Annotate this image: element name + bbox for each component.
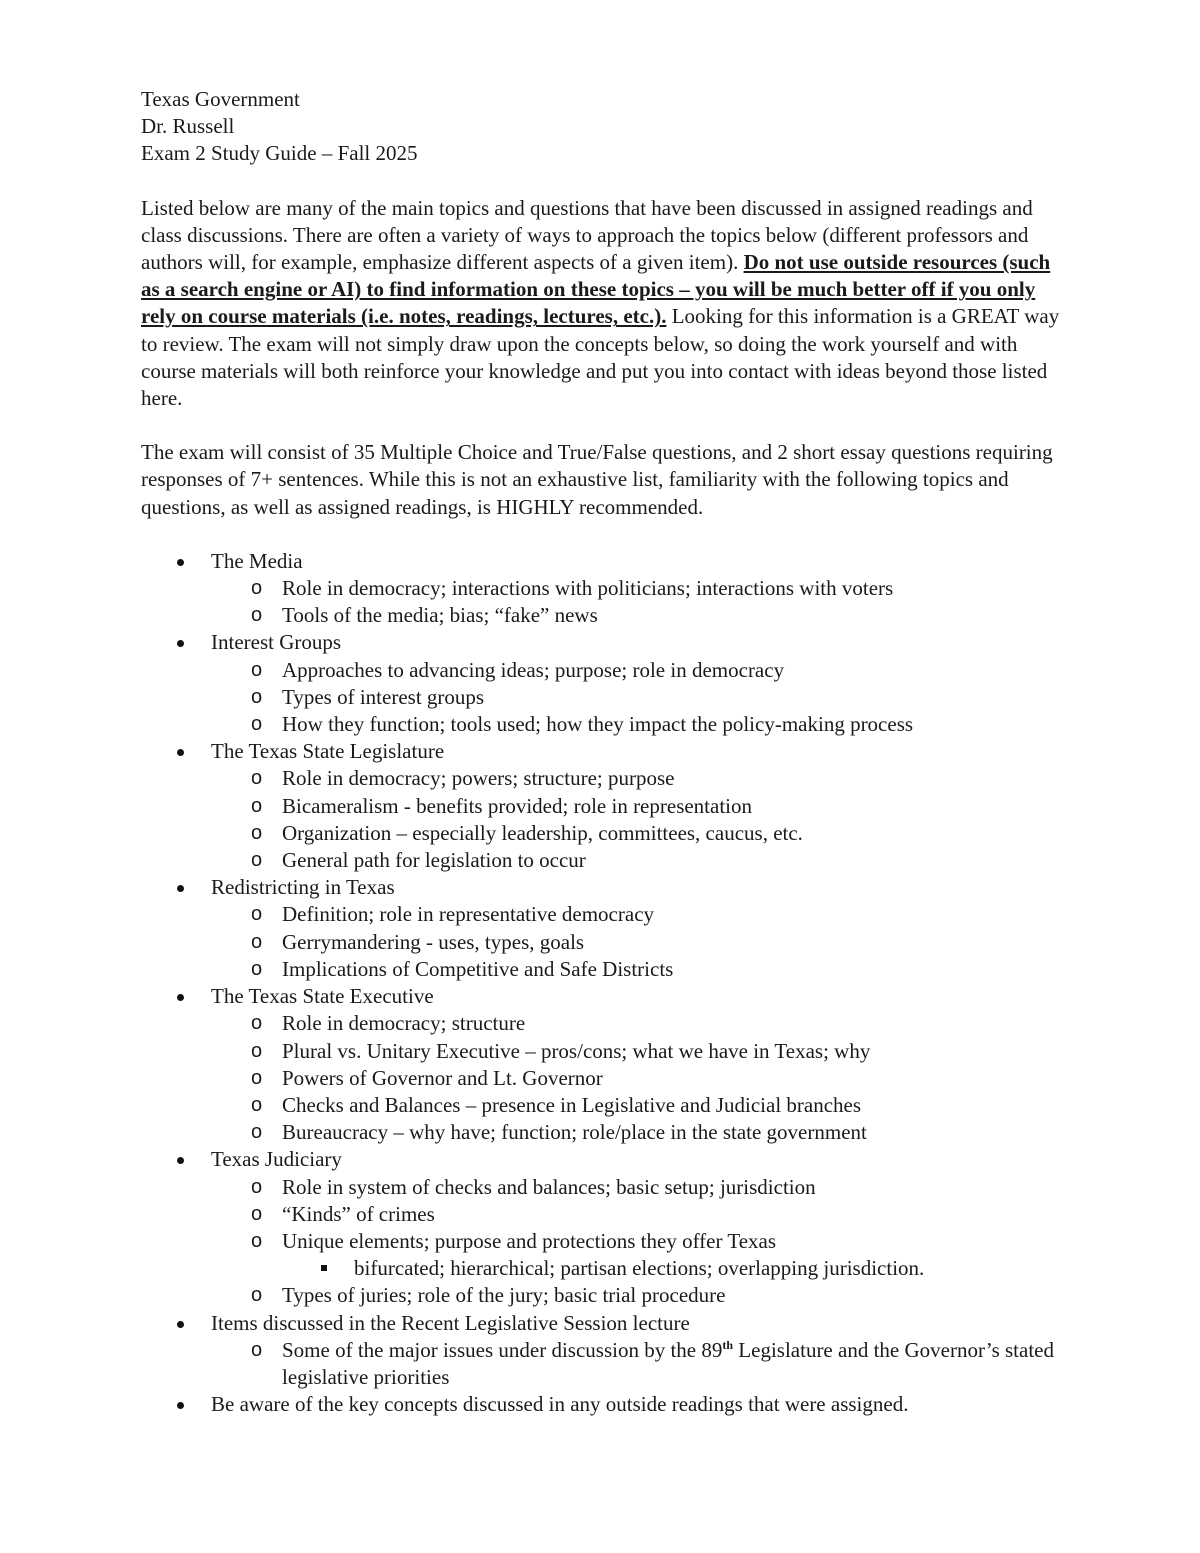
subtopic-list: [211, 901, 1071, 983]
subtopic-list: [211, 765, 1071, 874]
bullet-icon: [177, 749, 184, 756]
course-name: Texas Government: [141, 87, 300, 111]
circle-bullet-icon: o: [251, 767, 263, 790]
bullet-icon: [177, 885, 184, 892]
document-header: [141, 86, 1071, 168]
subtopic-item: [211, 711, 1071, 738]
subtopic-item: [211, 1201, 1071, 1228]
subtopic-item: [211, 1092, 1071, 1119]
bullet-icon: [177, 1157, 184, 1164]
subtopic-text: Powers of Governor and Lt. Governor: [282, 1065, 603, 1090]
topic-executive: [141, 983, 1071, 1146]
subtopic-item: [211, 847, 1071, 874]
subtopic-text: Some of the major issues under discussion by the 89: [282, 1337, 723, 1362]
document-content: [141, 86, 1071, 1418]
subtopic-item: [211, 765, 1071, 792]
subtopic-text: Role in democracy; interactions with politicians; interactions with voters: [282, 576, 894, 601]
topic-interest-groups: [141, 629, 1071, 738]
circle-bullet-icon: o: [251, 821, 263, 844]
subtopic-item: [211, 1010, 1071, 1037]
subtopic-text: Tools of the media; bias; “fake” news: [282, 603, 598, 628]
outside-resources-warning: Do not use outside resources (such as a search engine or AI) to find information on these topics – you will be much better off if you only rely on course materials (i.e. notes, readings, lectures, etc.).: [141, 250, 1051, 329]
subtopic-item: [211, 657, 1071, 684]
circle-bullet-icon: o: [251, 685, 263, 708]
circle-bullet-icon: o: [251, 713, 263, 736]
exam-info-paragraph: The exam will consist of 35 Multiple Choice and True/False questions, and 2 short essay questions requiring responses of 7+ sentences. While this is not an exhaustive list, familiarity with the following topics and questions, as well as assigned readings, is HIGHLY recommended.: [141, 440, 1053, 519]
bullet-icon: [177, 559, 184, 566]
subtopic-text: “Kinds” of crimes: [282, 1201, 435, 1226]
subtopic-item: [211, 1174, 1071, 1201]
circle-bullet-icon: o: [251, 1039, 263, 1062]
circle-bullet-icon: o: [251, 577, 263, 600]
subtopic-item: [211, 901, 1071, 928]
topic-judiciary: [141, 1146, 1071, 1309]
topic-legislative-session: [141, 1310, 1071, 1392]
subtopic-text: Organization – especially leadership, committees, caucus, etc.: [282, 820, 803, 845]
subtopic-text: Implications of Competitive and Safe Districts: [282, 956, 674, 981]
bullet-icon: [177, 1321, 184, 1328]
bullet-icon: [177, 640, 184, 647]
topic-title: Interest Groups: [211, 630, 342, 655]
subtopic-item: [211, 1038, 1071, 1065]
topic-title: Be aware of the key concepts discussed in any outside readings that were assigned.: [211, 1392, 909, 1417]
topic-title: Items discussed in the Recent Legislative Session lecture: [211, 1310, 690, 1335]
subtopic-text: Approaches to advancing ideas; purpose; role in democracy: [282, 657, 785, 682]
circle-bullet-icon: o: [251, 1175, 263, 1198]
circle-bullet-icon: o: [251, 1202, 263, 1225]
subtopic-text: Role in democracy; powers; structure; purpose: [282, 766, 675, 791]
square-bullet-icon: [321, 1265, 327, 1271]
circle-bullet-icon: o: [251, 849, 263, 872]
subtopic-text: General path for legislation to occur: [282, 848, 586, 873]
subtopic-text: Types of interest groups: [282, 684, 485, 709]
document-title: Exam 2 Study Guide – Fall 2025: [141, 141, 418, 166]
sub-subtopic-text: bifurcated; hierarchical; partisan elections; overlapping jurisdiction.: [354, 1256, 925, 1281]
intro-paragraph: [141, 195, 1071, 413]
subtopic-text: Gerrymandering - uses, types, goals: [282, 929, 585, 954]
topics-list: [141, 548, 1071, 1419]
topic-outside-readings: [141, 1391, 1071, 1418]
subtopic-text: Role in democracy; structure: [282, 1011, 526, 1036]
subtopic-text: Bureaucracy – why have; function; role/place in the state government: [282, 1120, 867, 1145]
subtopic-item: [211, 929, 1071, 956]
subtopic-item: [211, 575, 1071, 602]
subtopic-text: Unique elements; purpose and protections they offer Texas: [282, 1228, 777, 1253]
subtopic-item: [211, 1119, 1071, 1146]
circle-bullet-icon: o: [251, 794, 263, 817]
intro-text: Listed below are many of the main topics and questions that have been discussed in assigned readings and class discussions. There are often a variety of ways to approach the topics below (different professors and authors will, for example, emphasize different aspects of a given item).: [141, 195, 1033, 275]
circle-bullet-icon: o: [251, 1066, 263, 1089]
subtopic-item: [211, 602, 1071, 629]
topic-title: Redistricting in Texas: [211, 875, 395, 900]
circle-bullet-icon: o: [251, 604, 263, 627]
circle-bullet-icon: o: [251, 1284, 263, 1307]
topic-redistricting: [141, 874, 1071, 983]
subtopic-list: [211, 657, 1071, 739]
circle-bullet-icon: o: [251, 1338, 263, 1361]
circle-bullet-icon: o: [251, 1012, 263, 1035]
subtopic-text: Bicameralism - benefits provided; role in representation: [282, 793, 753, 818]
intro-text-continued: Looking for this information is a GREAT way to review. The exam will not simply draw upon the concepts below, so doing the work yourself and with course materials will both reinforce your knowledge and put you into contact with ideas beyond those listed here.: [141, 304, 1060, 411]
ordinal-suffix: th: [722, 1337, 734, 1352]
subtopic-text: Plural vs. Unitary Executive – pros/cons; what we have in Texas; why: [282, 1038, 871, 1063]
circle-bullet-icon: o: [251, 957, 263, 980]
subtopic-item: [211, 1228, 1071, 1282]
topic-media: [141, 548, 1071, 630]
sub-subtopic-item: [282, 1255, 1071, 1282]
topic-title: The Media: [211, 548, 303, 573]
subtopic-text-continued: Legislature and the Governor’s stated legislative priorities: [282, 1337, 1054, 1389]
subtopic-text: Checks and Balances – presence in Legislative and Judicial branches: [282, 1092, 862, 1117]
subtopic-item: [211, 1337, 1071, 1391]
topic-legislature: [141, 738, 1071, 874]
topic-title: Texas Judiciary: [211, 1147, 342, 1172]
subtopic-text: Role in system of checks and balances; basic setup; jurisdiction: [282, 1174, 816, 1199]
topic-title: The Texas State Legislature: [211, 739, 445, 764]
subtopic-item: [211, 956, 1071, 983]
circle-bullet-icon: o: [251, 1229, 263, 1252]
sub-subtopic-list: [282, 1255, 1071, 1282]
subtopic-item: [211, 820, 1071, 847]
circle-bullet-icon: o: [251, 1121, 263, 1144]
subtopic-item: [211, 1065, 1071, 1092]
subtopic-list: [211, 1337, 1071, 1391]
subtopic-item: [211, 793, 1071, 820]
subtopic-list: [211, 575, 1071, 629]
subtopic-item: [211, 684, 1071, 711]
subtopic-text: Definition; role in representative democracy: [282, 902, 655, 927]
topic-title: The Texas State Executive: [211, 984, 434, 1009]
instructor-name: Dr. Russell: [141, 114, 235, 139]
subtopic-text: Types of juries; role of the jury; basic trial procedure: [282, 1283, 726, 1308]
subtopic-item: [211, 1282, 1071, 1309]
subtopic-text: How they function; tools used; how they impact the policy-making process: [282, 712, 914, 737]
circle-bullet-icon: o: [251, 658, 263, 681]
circle-bullet-icon: o: [251, 1093, 263, 1116]
bullet-icon: [177, 994, 184, 1001]
circle-bullet-icon: o: [251, 903, 263, 926]
bullet-icon: [177, 1402, 184, 1409]
circle-bullet-icon: o: [251, 930, 263, 953]
subtopic-list: [211, 1174, 1071, 1310]
subtopic-list: [211, 1010, 1071, 1146]
